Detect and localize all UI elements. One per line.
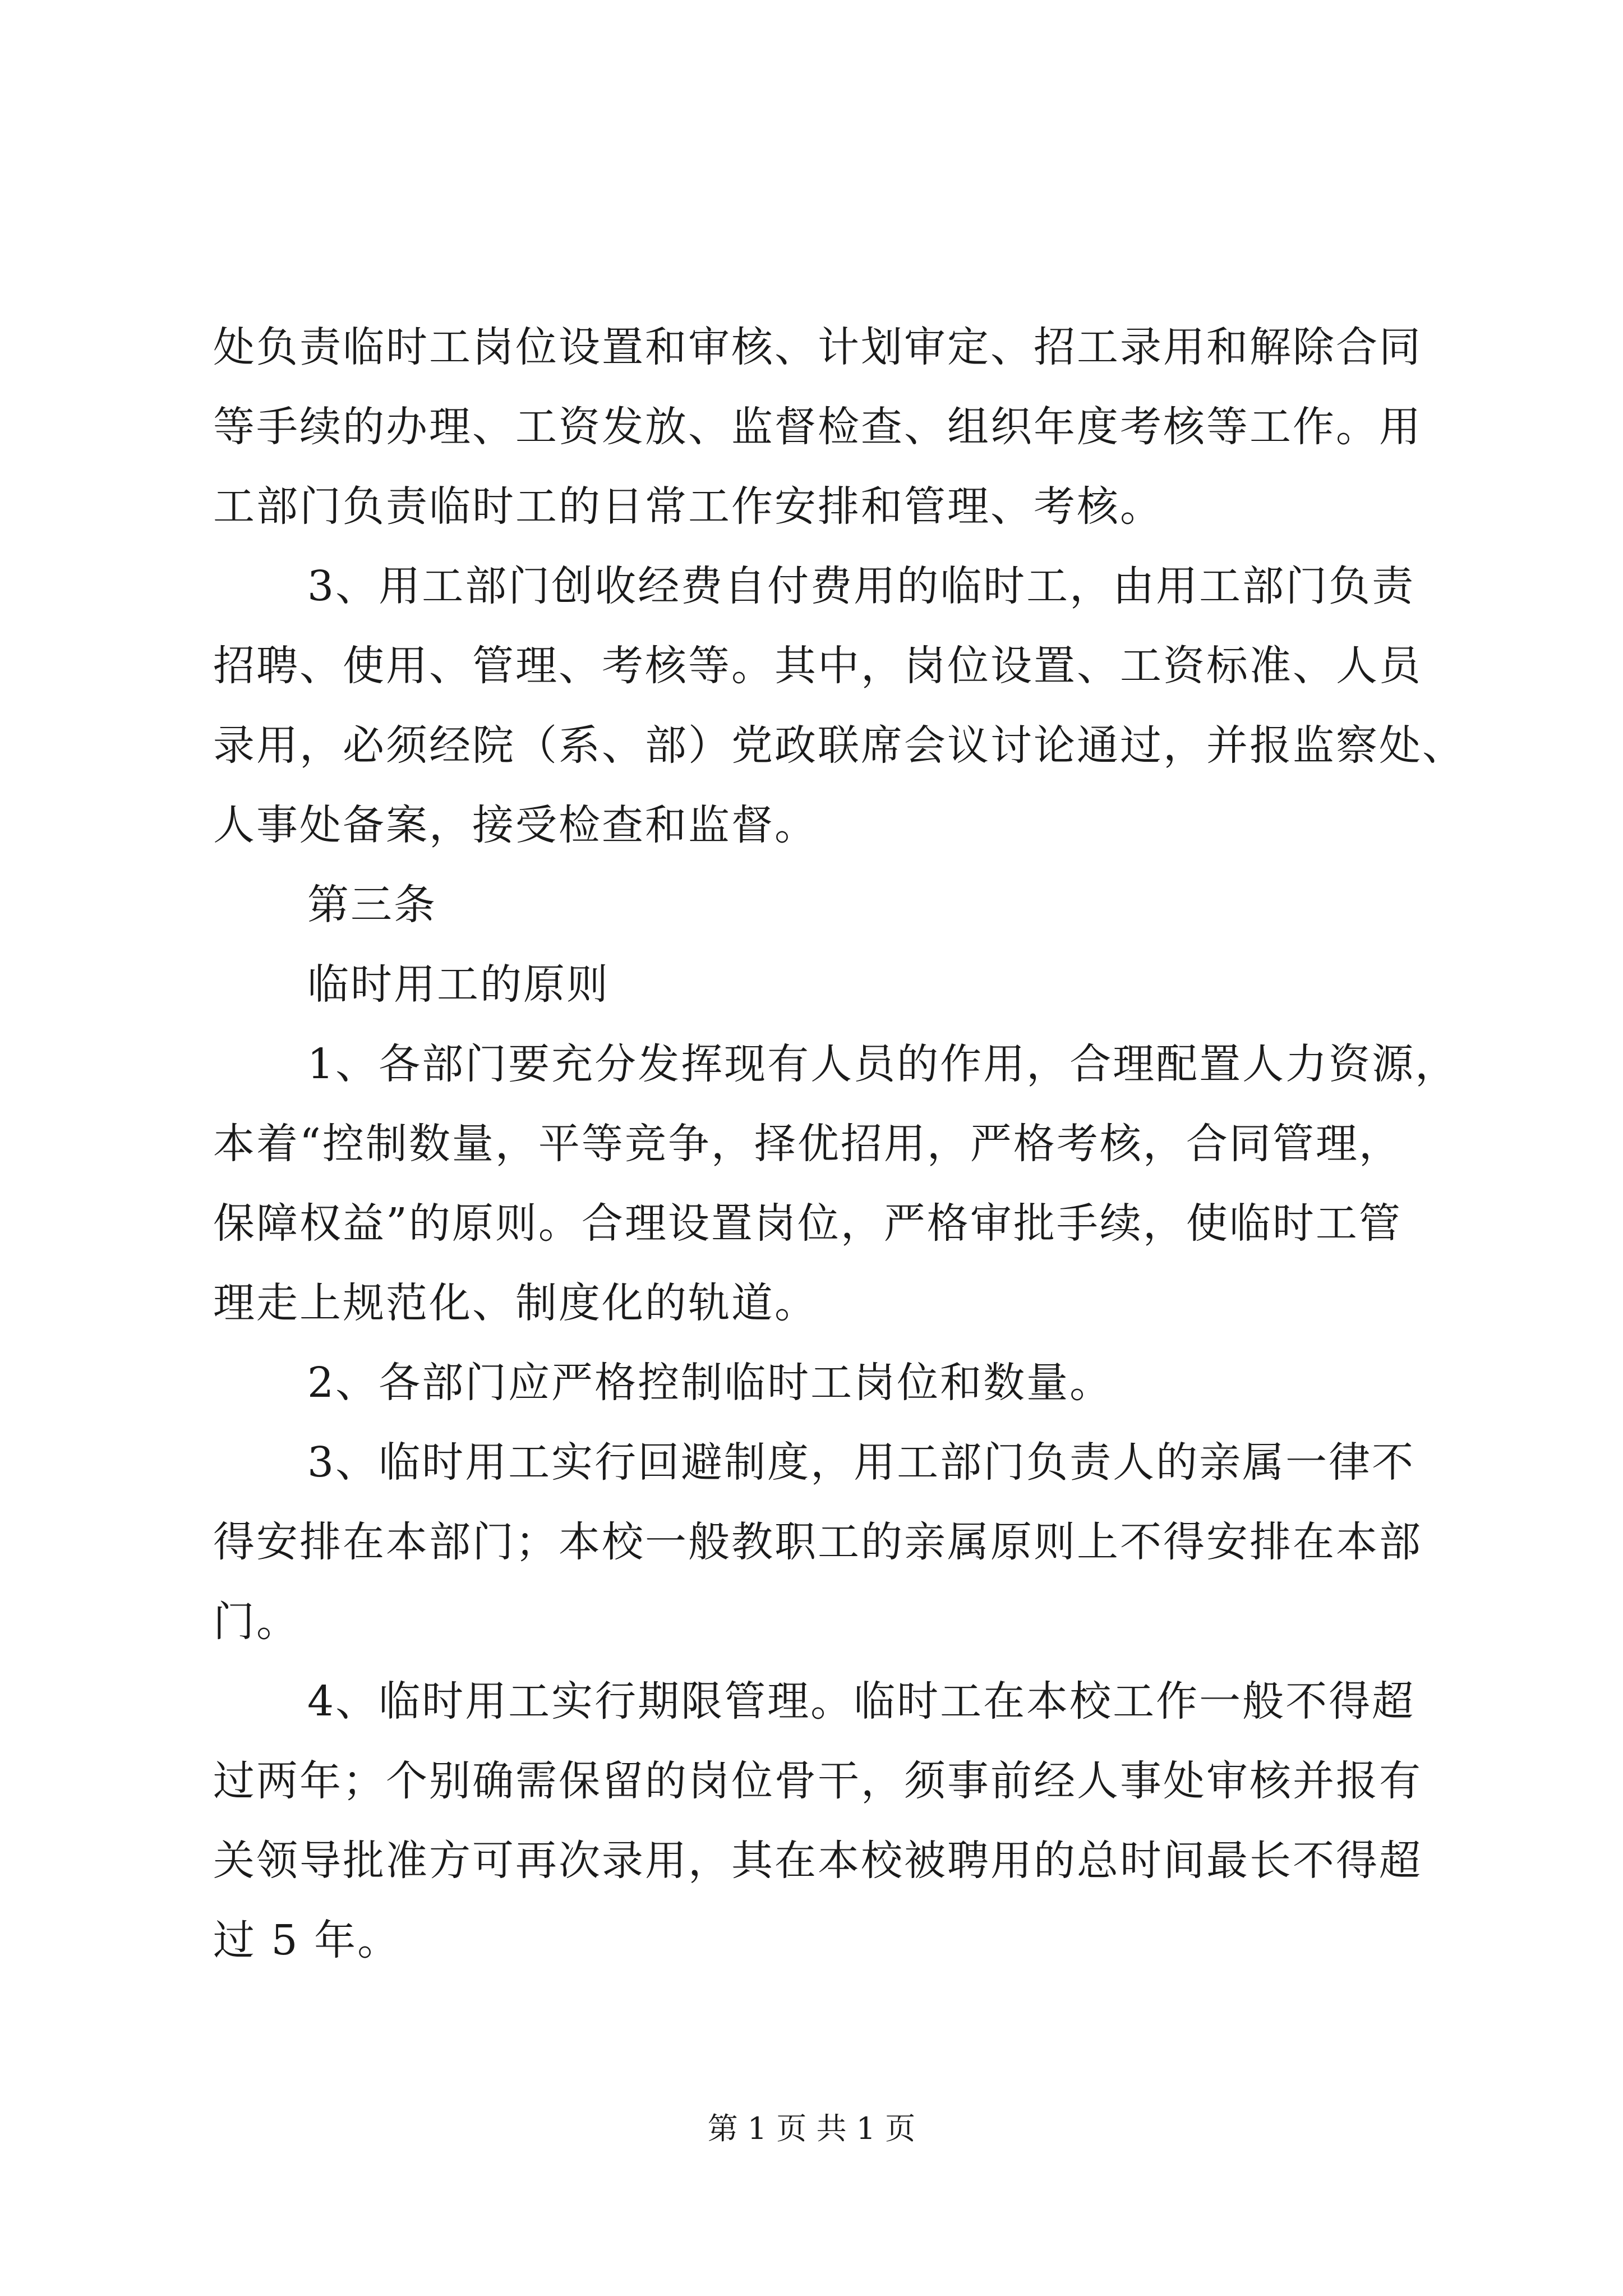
text-line: 招聘、使用、管理、考核等。其中，岗位设置、工资标准、人员 <box>213 642 1422 690</box>
text-line: 2、各部门应严格控制临时工岗位和数量。 <box>307 1359 1113 1407</box>
text-line: 关领导批准方可再次录用，其在本校被聘用的总时间最长不得超 <box>213 1837 1422 1885</box>
text-line: 本着“控制数量，平等竞争，择优招用，严格考核，合同管理， <box>213 1120 1402 1168</box>
article-heading: 第三条 <box>307 881 437 929</box>
text-line: 1、各部门要充分发挥现有人员的作用，合理配置人力资源， <box>307 1040 1459 1088</box>
document-body <box>213 307 1465 1980</box>
text-line: 过 5 年。 <box>213 1916 401 1964</box>
text-line: 录用，必须经院（系、部）党政联席会议讨论通过，并报监察处、 <box>213 721 1465 770</box>
text-line: 4、临时用工实行期限管理。临时工在本校工作一般不得超 <box>307 1677 1415 1726</box>
text-line: 工部门负责临时工的日常工作安排和管理、考核。 <box>213 482 1163 531</box>
text-line: 得安排在本部门；本校一般教职工的亲属原则上不得安排在本部 <box>213 1518 1422 1566</box>
text-line: 保障权益”的原则。合理设置岗位，严格审批手续，使临时工管 <box>213 1199 1402 1248</box>
article-subheading: 临时用工的原则 <box>307 960 610 1009</box>
text-line: 门。 <box>213 1598 299 1646</box>
text-line: 等手续的办理、工资发放、监督检查、组织年度考核等工作。用 <box>213 403 1422 451</box>
text-line: 3、用工部门创收经费自付费用的临时工，由用工部门负责 <box>307 562 1415 610</box>
text-line: 3、临时用工实行回避制度，用工部门负责人的亲属一律不 <box>307 1438 1415 1487</box>
text-line: 理走上规范化、制度化的轨道。 <box>213 1279 818 1327</box>
text-line: 过两年；个别确需保留的岗位骨干，须事前经人事处审核并报有 <box>213 1757 1422 1805</box>
page-footer: 第 1 页 共 1 页 <box>707 2111 916 2146</box>
text-line: 处负责临时工岗位设置和审核、计划审定、招工录用和解除合同 <box>213 323 1422 371</box>
text-line: 人事处备案，接受检查和监督。 <box>213 801 818 849</box>
